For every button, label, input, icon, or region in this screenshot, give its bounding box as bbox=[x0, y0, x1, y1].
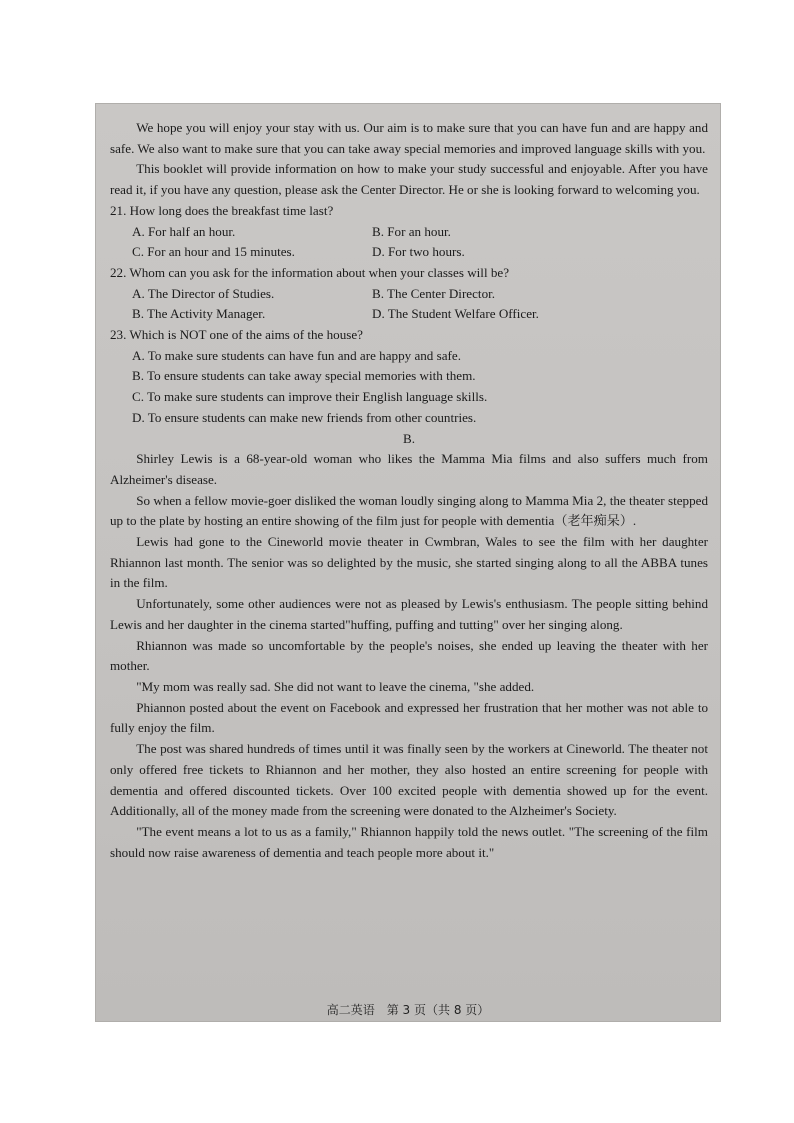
option-b: B. For an hour. bbox=[372, 223, 451, 239]
page-footer: 高二英语 第 3 页（共 8 页） bbox=[326, 1003, 490, 1017]
passage-b-paragraph: Rhiannon was made so uncomfortable by the people's noises, she ended up leaving the theater with her mother. bbox=[110, 637, 708, 674]
option-a: A. To make sure students can have fun and are happy and safe. bbox=[132, 347, 461, 363]
option-d: D. For two hours. bbox=[372, 244, 465, 260]
page-content bbox=[110, 118, 708, 863]
question-23-options bbox=[110, 346, 708, 429]
option-c: B. The Activity Manager. bbox=[132, 306, 266, 322]
option-c: C. To make sure students can improve their English language skills. bbox=[132, 389, 488, 405]
option-a: A. The Director of Studies. bbox=[132, 285, 275, 301]
passage-b-paragraph: "My mom was really sad. She did not want to leave the cinema, "she added. bbox=[136, 678, 535, 694]
scanned-page bbox=[95, 103, 721, 1022]
question-23-stem: 23. Which is NOT one of the aims of the house? bbox=[110, 327, 363, 343]
passage-b-paragraph: Unfortunately, some other audiences were not as pleased by Lewis's enthusiasm. The people sitting behind Lewis and her daughter in the cinema started"huffing, puffing and tutting" over her singing along. bbox=[110, 596, 708, 632]
option-d: D. To ensure students can make new friends from other countries. bbox=[132, 409, 477, 425]
option-d: D. The Student Welfare Officer. bbox=[372, 306, 539, 322]
question-22-stem: 22. Whom can you ask for the information about when your classes will be? bbox=[110, 264, 510, 280]
question-21-options bbox=[110, 222, 708, 263]
passage-b-paragraph: Phiannon posted about the event on Facebook and expressed her frustration that her mother was not able to fully enjoy the film. bbox=[110, 699, 708, 736]
passage-b-paragraph: So when a fellow movie-goer disliked the woman loudly singing along to Mamma Mia 2, the theater stepped up to the plate by hosting an entire showing of the film just for people with dementia（老年痴呆）. bbox=[110, 492, 708, 529]
option-b: B. To ensure students can take away special memories with them. bbox=[132, 368, 476, 384]
passage-b-paragraph: Shirley Lewis is a 68-year-old woman who likes the Mamma Mia films and also suffers much from Alzheimer's disease. bbox=[110, 451, 708, 487]
option-c: C. For an hour and 15 minutes. bbox=[132, 244, 295, 260]
question-22-options bbox=[110, 284, 708, 325]
option-b: B. The Center Director. bbox=[372, 285, 496, 301]
passage-a-paragraph: We hope you will enjoy your stay with us. Our aim is to make sure that you can have fun and are happy and safe. We also want to make sure that you can take away special memories and improved language skills with you. bbox=[110, 120, 708, 156]
question-21-stem: 21. How long does the breakfast time last? bbox=[110, 202, 334, 218]
passage-a-paragraph: This booklet will provide information on how to make your study successful and enjoyable. After you have read it, if you have any question, please ask the Center Director. He or she is looking forward to welcoming you. bbox=[110, 161, 708, 198]
passage-b-paragraph: Lewis had gone to the Cineworld movie theater in Cwmbran, Wales to see the film with her daughter Rhiannon last month. The senior was so delighted by the music, she started singing along to all the ABBA tunes in the film. bbox=[110, 534, 708, 591]
passage-b-paragraph: "The event means a lot to us as a family," Rhiannon happily told the news outlet. "The screening of the film should now raise awareness of dementia and teach people more about it." bbox=[110, 823, 708, 860]
option-a: A. For half an hour. bbox=[132, 223, 236, 239]
passage-b-paragraph: The post was shared hundreds of times until it was finally seen by the workers at Cineworld. The theater not only offered free tickets to Rhiannon and her mother, they also hosted an entire screening for people with dementia and offered discounted tickets. Over 100 excited people with dementia showed up for the event. Additionally, all of the money made from the screening were donated to the Alzheimer's Society. bbox=[110, 741, 708, 819]
passage-b-label: B. bbox=[402, 430, 415, 446]
